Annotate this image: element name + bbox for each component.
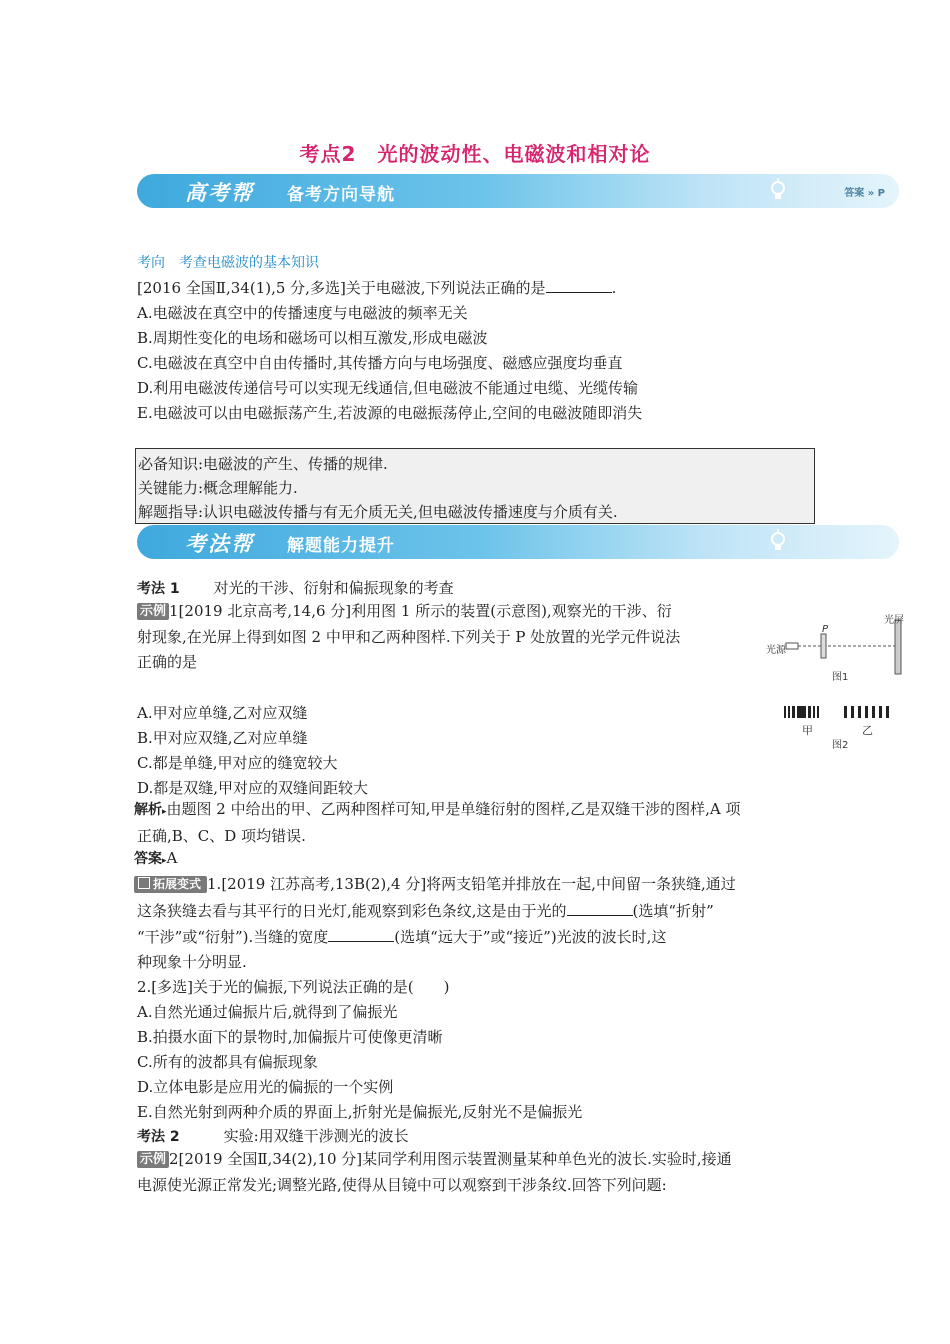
analysis-line-2: 正确,B、C、D 项均错误. <box>137 827 306 845</box>
answer-value: A <box>166 849 178 867</box>
exam-direction: 考向 考查电磁波的基本知识 <box>137 255 319 271</box>
banner-gaokaobang <box>137 174 899 208</box>
answer-label: 答案 <box>134 851 162 867</box>
example-tag: 示例 <box>137 603 169 620</box>
variant-q2-option-a: A.自然光通过偏振片后,就得到了偏振光 <box>137 1003 398 1021</box>
figure-2-patterns <box>782 704 898 720</box>
method-label: 考法 2 <box>137 1129 180 1145</box>
variant-line-4: 种现象十分明显. <box>137 953 247 971</box>
question-stem <box>137 278 616 298</box>
option-c: C.电磁波在真空中自由传播时,其传播方向与电场强度、磁感应强度均垂直 <box>137 354 623 372</box>
answer-line: 答案▸A <box>134 849 178 867</box>
figure-2-jia-label: 甲 <box>802 724 813 737</box>
analysis-text: 由题图 2 中给出的甲、乙两种图样可知,甲是单缝衍射的图样,乙是双缝干涉的图样,A 项 <box>166 800 741 818</box>
variant-q2-stem: 2.[多选]关于光的偏振,下列说法正确的是( ) <box>137 978 450 996</box>
page-title: 考点2 光的波动性、电磁波和相对论 <box>299 142 651 166</box>
example-1-option-a: A.甲对应单缝,乙对应双缝 <box>137 704 308 722</box>
analysis-label: 解析 <box>134 802 162 818</box>
example-1-option-d: D.都是双缝,甲对应的双缝间距较大 <box>137 779 369 797</box>
figure-1-p-label: P <box>822 624 829 635</box>
option-d: D.利用电磁波传递信号可以实现无线通信,但电磁波不能通过电缆、光缆传输 <box>137 379 639 397</box>
option-a: A.电磁波在真空中的传播速度与电磁波的频率无关 <box>137 304 468 322</box>
double-slit-pattern-yi <box>844 706 889 718</box>
variant-q2-option-e: E.自然光射到两种介质的界面上,折射光是偏振光,反射光不是偏振光 <box>137 1103 583 1121</box>
method-label: 考法 1 <box>137 581 180 597</box>
example-2-line-2: 电源使光源正常发光;调整光路,使得从目镜中可以观察到干涉条纹.回答下列问题: <box>137 1176 667 1194</box>
variant-icon <box>138 877 150 889</box>
answer-blank-1[interactable] <box>567 901 633 916</box>
example-text: 1[2019 北京高考,14,6 分]利用图 1 所示的装置(示意图),观察光的干涉、衍 <box>169 602 672 620</box>
ability-line: 关键能力:概念理解能力. <box>138 479 298 497</box>
banner-kaofabang <box>137 525 899 559</box>
example-1-line-3: 正确的是 <box>137 653 198 671</box>
variant-text: (选填“远大于”或“接近”)光波的波长时,这 <box>394 928 667 946</box>
figure-1-screen-label: 光屏 <box>884 615 904 626</box>
example-1-option-b: B.甲对应双缝,乙对应单缝 <box>137 729 308 747</box>
example-1-line-1 <box>137 601 672 621</box>
banner-main: 高考帮 <box>185 181 254 205</box>
option-e: E.电磁波可以由电磁振荡产生,若波源的电磁振荡停止,空间的电磁波随即消失 <box>137 404 643 422</box>
method-2-heading <box>137 1126 409 1147</box>
figure-2-yi-label: 乙 <box>862 724 873 737</box>
banner-sub: 解题能力提升 <box>287 536 395 556</box>
example-1-line-2: 射现象,在光屏上得到如图 2 中甲和乙两种图样.下列关于 P 处放置的光学元件说法 <box>137 628 681 646</box>
method-text: 实验:用双缝干涉测光的波长 <box>223 1127 409 1145</box>
question-stem-text: [2016 全国Ⅱ,34(1),5 分,多选]关于电磁波,下列说法正确的是 <box>137 279 546 297</box>
variant-q2-option-d: D.立体电影是应用光的偏振的一个实例 <box>137 1078 394 1096</box>
variant-line-3 <box>137 927 666 947</box>
example-tag: 示例 <box>137 1151 169 1168</box>
analysis-line-1: 解析▸由题图 2 中给出的甲、乙两种图样可知,甲是单缝衍射的图样,乙是双缝干涉的图样,A 项 <box>134 800 741 818</box>
variant-text: 1.[2019 江苏高考,13B(2),4 分]将两支铅笔并排放在一起,中间留一条狭缝,通过 <box>207 875 736 893</box>
variant-text: 这条狭缝去看与其平行的日光灯,能观察到彩色条纹,这是由于光的 <box>137 902 567 920</box>
knowledge-box <box>135 448 815 524</box>
question-stem-end: . <box>611 279 617 297</box>
figure-1-caption: 图1 <box>832 672 849 683</box>
knowledge-line: 必备知识:电磁波的产生、传播的规律. <box>138 455 388 473</box>
variant-text: “干涉”或“衍射”).当缝的宽度 <box>137 928 329 946</box>
variant-line-1 <box>134 874 736 894</box>
figure-1-source-label: 光源 <box>766 645 786 656</box>
guide-line: 解题指导:认识电磁波传播与有无介质无关,但电磁波传播速度与介质有关. <box>138 503 618 521</box>
variant-line-2 <box>137 901 714 921</box>
answer-page-ref: 答案 » P <box>844 188 885 199</box>
variant-text: (选填“折射” <box>632 902 714 920</box>
example-2-line-1 <box>137 1149 732 1169</box>
single-slit-pattern-jia <box>784 706 819 718</box>
example-1-option-c: C.都是单缝,甲对应的缝宽较大 <box>137 754 338 772</box>
method-1-heading <box>137 578 454 599</box>
lightbulb-icon <box>765 529 791 555</box>
banner-main: 考法帮 <box>185 532 254 556</box>
variant-tag <box>134 876 207 893</box>
answer-blank[interactable] <box>546 278 612 293</box>
lightbulb-icon <box>765 178 791 204</box>
example-text: 2[2019 全国Ⅱ,34(2),10 分]某同学利用图示装置测量某种单色光的波长.实验时,接通 <box>169 1150 732 1168</box>
variant-q2-option-c: C.所有的波都具有偏振现象 <box>137 1053 318 1071</box>
option-b: B.周期性变化的电场和磁场可以相互激发,形成电磁波 <box>137 329 488 347</box>
variant-tag-label: 拓展变式 <box>153 877 202 891</box>
figure-2-caption: 图2 <box>832 740 849 751</box>
answer-blank-2[interactable] <box>328 927 394 942</box>
method-text: 对光的干涉、衍射和偏振现象的考查 <box>213 579 454 597</box>
variant-q2-option-b: B.拍摄水面下的景物时,加偏振片可使像更清晰 <box>137 1028 443 1046</box>
banner-sub: 备考方向导航 <box>287 185 395 205</box>
